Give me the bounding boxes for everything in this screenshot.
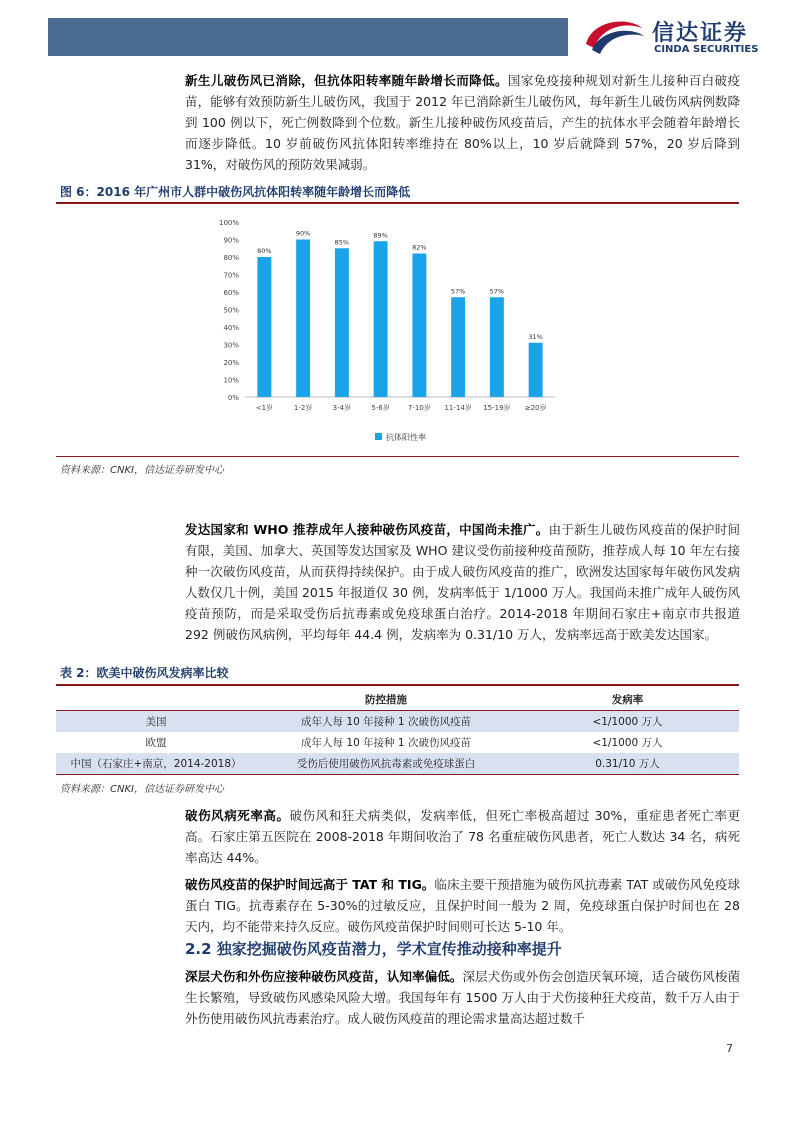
- table-cell-incidence: <1/1000 万人: [516, 711, 739, 733]
- table-row: [56, 711, 739, 733]
- paragraph-neonatal-tetanus: [185, 70, 740, 175]
- cinda-logo: [582, 14, 782, 60]
- paragraph-lead: 深层犬伤和外伤应接种破伤风疫苗，认知率偏低。: [185, 969, 463, 984]
- bar: [451, 297, 465, 397]
- y-tick-label: 40%: [223, 324, 239, 332]
- logo-english-text: CINDA SECURITIES: [654, 44, 759, 55]
- figure-title: 图 6：2016 年广州市人群中破伤风抗体阳转率随年龄增长而降低: [60, 185, 411, 199]
- y-tick-label: 50%: [223, 306, 239, 315]
- data-label: 85%: [334, 238, 350, 247]
- table-header-cell: 发病率: [516, 689, 739, 711]
- data-label: 90%: [295, 229, 311, 238]
- data-label: 89%: [373, 231, 388, 240]
- y-tick-label: 70%: [223, 271, 239, 280]
- paragraph-adult-vaccination: [185, 519, 740, 645]
- logo-chinese-text: 信达证券: [652, 21, 749, 46]
- bar: [374, 241, 388, 397]
- x-tick-label: ≥20岁: [524, 404, 547, 412]
- bar: [257, 257, 271, 397]
- data-label: 57%: [450, 287, 466, 296]
- table-cell-measure: 成年人每 10 年接种 1 次破伤风疫苗: [256, 711, 516, 733]
- section-heading: 2.2 独家挖掘破伤风疫苗潜力，学术宣传推动接种率提升: [185, 940, 562, 958]
- paragraph-lead: 发达国家和 WHO 推荐成年人接种破伤风疫苗，中国尚未推广。: [185, 522, 549, 537]
- table-row: [56, 732, 739, 753]
- table-title: 表 2：欧美中破伤风发病率比较: [60, 666, 229, 680]
- paragraph-protection-time: [185, 874, 740, 937]
- cinda-logo-mark-icon: [582, 14, 646, 60]
- paragraph-lead: 破伤风疫苗的保护时间远高于 TAT 和 TIG。: [185, 877, 435, 892]
- legend-swatch: [375, 433, 382, 440]
- y-tick-label: 30%: [223, 341, 239, 350]
- data-label: 80%: [257, 247, 272, 255]
- x-tick-label: 5-6岁: [371, 404, 390, 412]
- paragraph-lead: 新生儿破伤风已消除，但抗体阳转率随年龄增长而降低。: [185, 73, 508, 88]
- table-cell-region: 欧盟: [56, 732, 256, 753]
- paragraph-lead: 破伤风病死率高。: [185, 808, 290, 823]
- paragraph-body: 临床主要干预措施为破伤风抗毒素 TAT 或破伤风免疫球蛋白 TIG。抗毒素存在 5-30%的过敏反应，且保护时间一般为 2 周，免疫球蛋白保护时间也在 28 天内，均不能带来持久反应。破伤风疫苗保护时间则可长达 5-10 年。: [185, 877, 740, 934]
- paragraph-awareness: [185, 966, 740, 1029]
- legend-label: 抗体阳性率: [386, 433, 426, 442]
- antibody-rate-bar-chart: [205, 212, 565, 452]
- table-header-cell: [56, 689, 256, 711]
- x-tick-label: <1岁: [255, 404, 274, 412]
- bar: [529, 343, 543, 397]
- data-label: 82%: [412, 243, 427, 252]
- bar: [296, 240, 310, 398]
- y-tick-label: 0%: [227, 394, 239, 402]
- bar: [490, 297, 504, 397]
- bar: [335, 248, 349, 397]
- y-tick-label: 10%: [223, 376, 239, 385]
- x-tick-label: 11-14岁: [444, 404, 472, 412]
- y-tick-label: 90%: [223, 236, 239, 245]
- table-header-row: [56, 689, 739, 711]
- paragraph-body: 由于新生儿破伤风疫苗的保护时间有限，美国、加拿大、英国等发达国家及 WHO 建议受伤前接种疫苗预防，推荐成人每 10 年左右接种一次破伤风疫苗，从而获得持续保护。由于成人破伤风疫苗的推广，欧洲发达国家每年破伤风发病人数仅几十例，美国 2015 年报道仅 30 例，发病率低于 1/1000 万人。我国尚未推广成年人破伤风疫苗预防，而是采取受伤后抗毒素或免疫球蛋白治疗。2014-2018 年期间石家庄+南京市共报道 292 例破伤风病例，平均每年 44.4 例，发病率为 0.31/10 万人，发病率远高于欧美发达国家。: [185, 522, 740, 642]
- table-cell-region: 中国（石家庄+南京，2014-2018）: [56, 753, 256, 775]
- y-tick-label: 20%: [223, 359, 239, 367]
- table-source: 资料来源：CNKI，信达证券研发中心: [60, 784, 224, 795]
- figure-bottom-rule: [56, 456, 739, 457]
- table-top-rule: [56, 684, 739, 686]
- header-bar: [48, 18, 568, 56]
- page-number: 7: [726, 1042, 733, 1055]
- paragraph-body: 国家免疫接种规划对新生儿接种百白破疫苗，能够有效预防新生儿破伤风，我国于 2012 年已消除新生儿破伤风，每年新生儿破伤风病例数降到 100 例以下，死亡例数降到个位数。新生儿接种破伤风疫苗后，产生的抗体水平会随着年龄增长而逐步降低。10 岁前破伤风抗体阳转率维持在 80%以上，10 岁后就降到 57%，20 岁后降到 31%，对破伤风的预防效果减弱。: [185, 73, 740, 172]
- data-label: 57%: [489, 287, 505, 296]
- table-header-cell: 防控措施: [256, 689, 516, 711]
- table-row: [56, 753, 739, 775]
- y-tick-label: 100%: [218, 219, 239, 227]
- bar: [412, 254, 426, 398]
- table-cell-measure: 成年人每 10 年接种 1 次破伤风疫苗: [256, 732, 516, 753]
- x-tick-label: 7-10岁: [407, 404, 431, 412]
- data-label: 31%: [528, 332, 543, 341]
- incidence-comparison-table: [56, 689, 739, 775]
- table-cell-incidence: 0.31/10 万人: [516, 753, 739, 775]
- y-tick-label: 60%: [223, 289, 239, 297]
- y-tick-label: 80%: [223, 254, 239, 262]
- paragraph-mortality: [185, 805, 740, 868]
- x-tick-label: 3-4岁: [332, 404, 352, 412]
- x-tick-label: 1-2岁: [293, 404, 313, 412]
- paragraph-body: 深层犬伤或外伤会创造厌氧环境，适合破伤风梭菌生长繁殖，导致破伤风感染风险大增。我国每年有 1500 万人由于犬伤接种狂犬疫苗，数千万人由于外伤使用破伤风抗毒素治疗。成人破伤风疫苗的理论需求量高达超过数千: [185, 969, 740, 1026]
- paragraph-body: 破伤风和狂犬病类似，发病率低，但死亡率极高超过 30%，重症患者死亡率更高。石家庄第五医院在 2008-2018 年期间收治了 78 名重症破伤风患者，死亡人数达 34 名，病死率高达 44%。: [185, 808, 740, 865]
- figure-source: 资料来源：CNKI，信达证券研发中心: [60, 465, 224, 476]
- x-tick-label: 15-19岁: [483, 404, 511, 412]
- figure-top-rule: [56, 202, 739, 204]
- table-cell-incidence: <1/1000 万人: [516, 732, 739, 753]
- table-cell-region: 美国: [56, 711, 256, 733]
- table-cell-measure: 受伤后使用破伤风抗毒素或免疫球蛋白: [256, 753, 516, 775]
